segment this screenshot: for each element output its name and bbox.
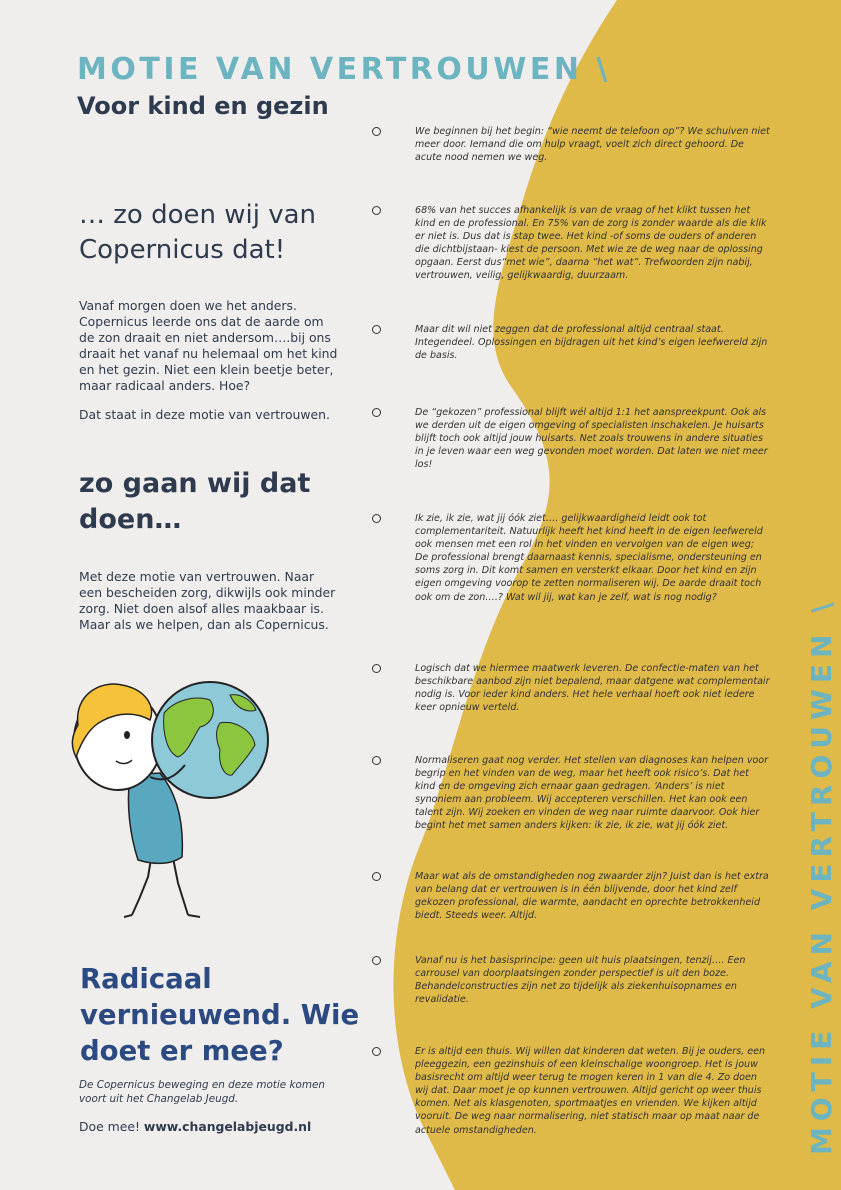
circle-bullet-icon [372,756,381,765]
circle-bullet-icon [372,664,381,673]
circle-bullet-icon [372,206,381,215]
footnote: De Copernicus beweging en deze motie komen voort uit het Changelab Jeugd. [79,1079,325,1105]
list-item-text: Vanaf nu is het basisprincipe: geen uit huis plaatsingen, tenzij…. Een carrousel van doorplaatsingen zonder perspectief is uit den boze. Behandelconstructies zijn net zo tijdelijk als ziekenhuisopnames en revalidatie. [415,955,746,1006]
vertical-side-title: MOTIE VAN VERTROUWEN \ [805,596,838,1155]
circle-bullet-icon [372,127,381,136]
intro-closing-line: Dat staat in deze motie van vertrouwen. [79,407,330,422]
circle-bullet-icon [372,1047,381,1056]
website-link[interactable]: www.changelabjeugd.nl [143,1119,312,1134]
page-title: MOTIE VAN VERTROUWEN \ [77,52,611,87]
closing-heading: Radicaal vernieuwend. Wie doet er mee? [80,963,360,1067]
page-subtitle: Voor kind en gezin [77,92,329,120]
circle-bullet-icon [372,514,381,523]
circle-bullet-icon [372,408,381,417]
child-carrying-globe-illustration [60,665,275,925]
list-item-text: Maar dit wil niet zeggen dat de professional altijd centraal staat. Integendeel. Oplossingen en bijdragen uit het kind’s eigen leefwereld zijn de basis. [415,324,768,362]
circle-bullet-icon [372,325,381,334]
section-heading-copernicus: … zo doen wij van Copernicus dat! [79,200,317,265]
list-item-text: Ik zie, ik zie, wat jij óók ziet…. gelijkwaardigheid leidt ook tot complementariteit. Natuurlijk heeft het kind heeft in de eigen leefwereld ook mensen met een rol in het vinden en vervolgen van de eigen weg; De professional brengt daarnaast kennis, specialisme, ondersteuning en soms zorg in. Dit komt samen en versterkt elkaar. Door het kind en zijn eigen omgeving voorop te zetten normaliseren wij. De aarde draait toch ook om de zon….? Wat wil jij, wat kan je zelf, wat is nog nodig? [415,513,763,603]
list-item-text: 68% van het succes afhankelijk is van de vraag of het klikt tussen het kind en de professional. En 75% van de zorg is zonder waarde als die klik er niet is. Dus dat is stap twee. Het kind -of soms de ouders of anderen die dichtbijstaan- kiest de persoon. Met wie ze de weg naar de oplossing opgaan. Eerst dus“met wie”, daarna “het wat”. Trefwoorden zijn nabij, vertrouwen, veilig, gelijkwaardig, duurzaam. [415,205,767,282]
circle-bullet-icon [372,872,381,881]
list-item-text: Er is altijd een thuis. Wij willen dat kinderen dat weten. Bij je ouders, een pleeggezin, een gezinshuis of een kleinschalige woongroep. Het is jouw basisrecht om altijd weer terug te mogen keren in 1 van die 4. Zo doen wij dat. Daar moet je op kunnen vertrouwen. Altijd gericht op weer thuis komen. Net als klasgenoten, sportmaatjes en vrienden. We kijken altijd vooruit. De weg naar normalisering, niet statisch maar op maat naar de actuele omstandigheden. [415,1046,766,1136]
list-item-text: Normaliseren gaat nog verder. Het stellen van diagnoses kan helpen voor begrip en het vinden van de weg, maar het heeft ook risico’s. Dat het kind en de omgeving zich ernaar gaan gedragen. ‘Anders’ is niet synoniem aan probleem. Wij accepteren verschillen. Het kan ook een talent zijn. Wij zoeken en vinden de weg naar ruimte daarvoor. Ook hier begint het met samen anders kijken: ik zie, ik zie, wat jij óók ziet. [415,755,769,832]
cta-prefix: Doe mee! [79,1119,144,1134]
intro-paragraph: Vanaf morgen doen we het anders. Copernicus leerde ons dat de aarde om de zon draait en niet andersom….bij ons draait het vanaf nu helemaal om het kind en het gezin. Niet een klein beetje beter, maar radicaal anders. Hoe? [79,298,338,393]
list-item-text: De “gekozen” professional blijft wél altijd 1:1 het aanspreekpunt. Ook als we derden uit de eigen omgeving of specialisten inschakelen. Je huisarts blijft toch ook altijd jouw huisarts. Net zoals trouwens in andere situaties in je leven waar een weg gevonden moet worden. Dat laten we niet meer los! [415,407,768,471]
how-paragraph: Met deze motie van vertrouwen. Naar een bescheiden zorg, dikwijls ook minder zorg. Niet doen alsof alles maakbaar is. Maar als we helpen, dan als Copernicus. [79,569,336,632]
list-item-text: We beginnen bij het begin: “wie neemt de telefoon op”? We schuiven niet meer door. Iemand die om hulp vraagt, voelt zich direct gehoord. De acute nood nemen we weg. [415,126,770,164]
section-heading-how: zo gaan wij dat doen… [79,468,311,535]
list-item-text: Logisch dat we hiermee maatwerk leveren. De confectie-maten van het beschikbare aanbod zijn niet bepalend, maar datgene wat complementair nodig is. Voor ieder kind anders. Het hele verhaal hoeft ook niet iedere keer opnieuw verteld. [415,663,770,714]
circle-bullet-icon [372,956,381,965]
list-item-text: Maar wat als de omstandigheden nog zwaarder zijn? Juist dan is het extra van belang dat er vertrouwen is in één blijvende, door het kind zelf gekozen professional, die warmte, aandacht en oprechte betrokkenheid biedt. Steeds weer. Altijd. [415,871,769,922]
call-to-action [79,1119,311,1134]
